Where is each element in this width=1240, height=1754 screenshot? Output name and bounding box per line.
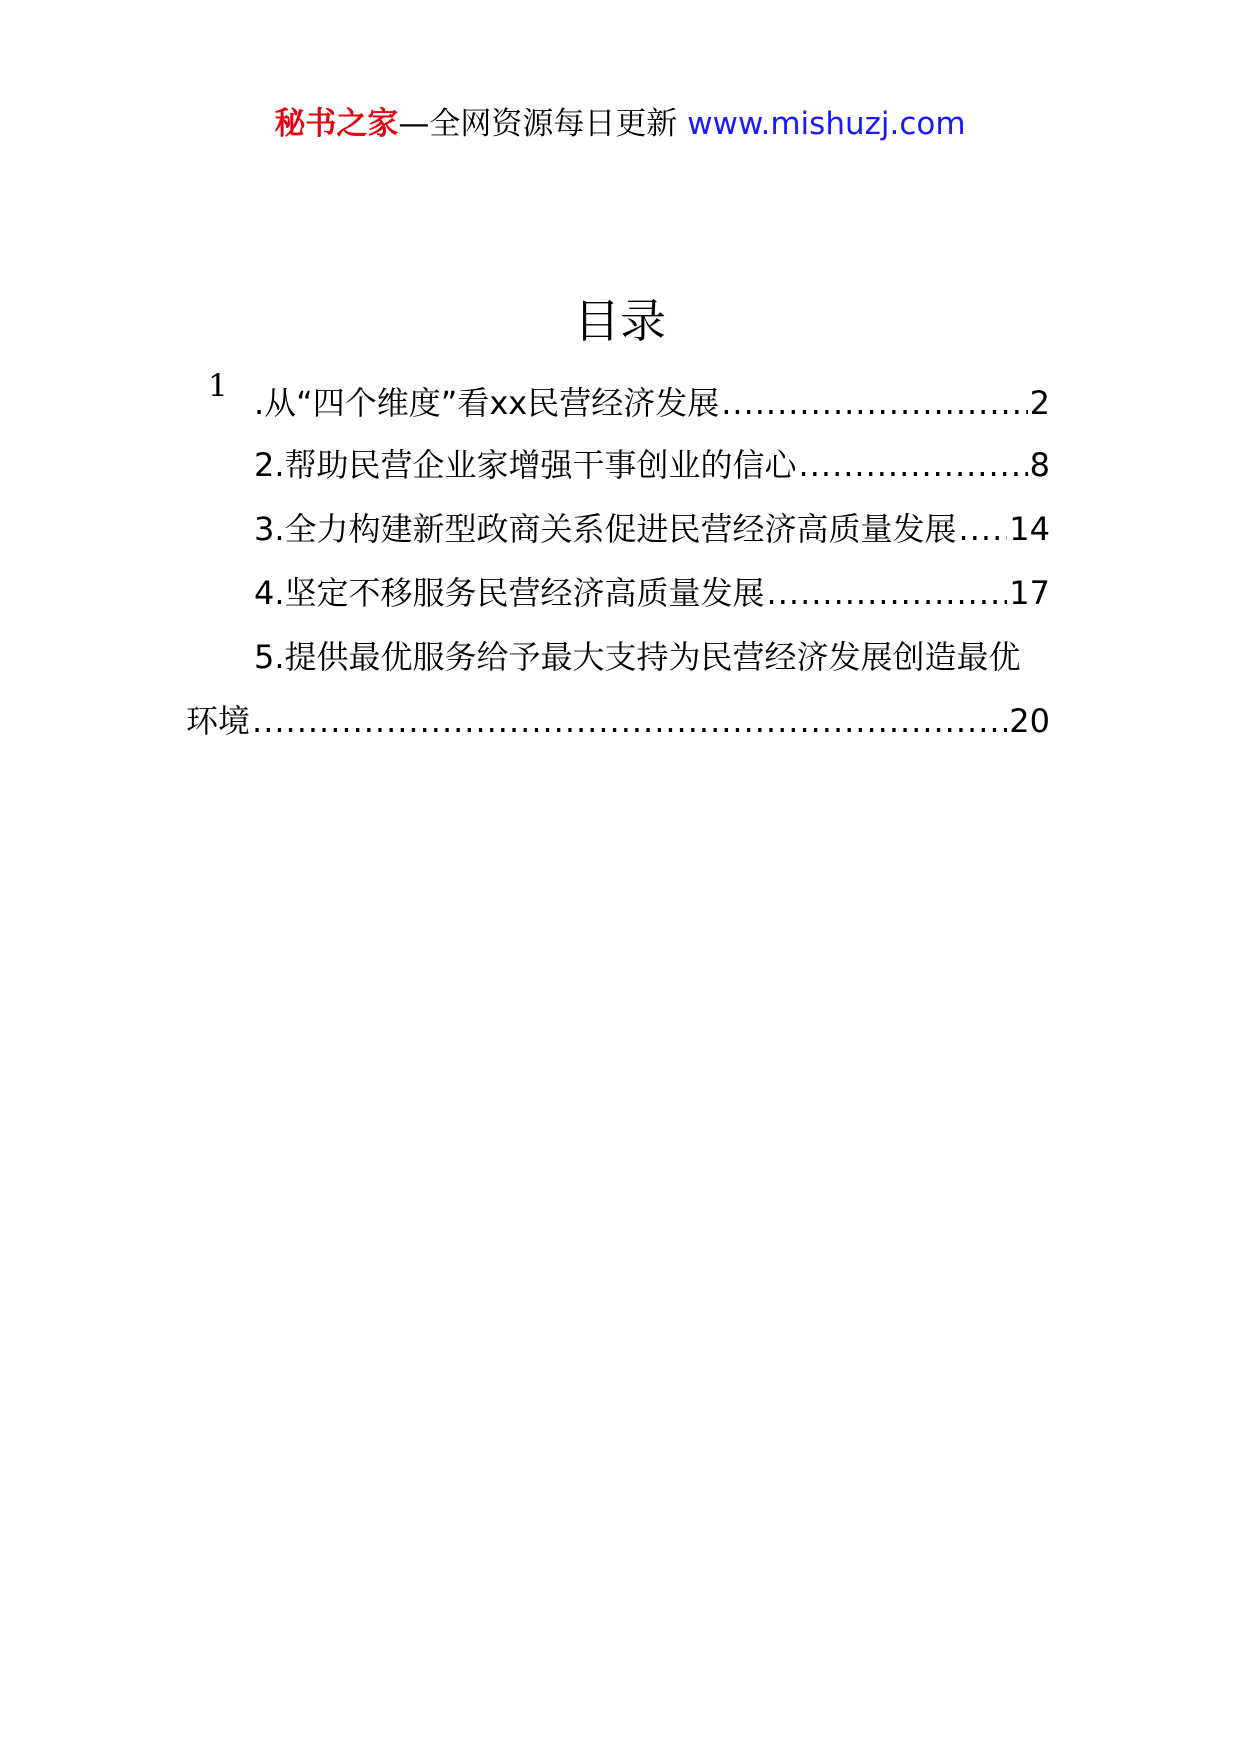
toc-page-number: 20 (1009, 702, 1050, 740)
toc-entry-text: 4.坚定不移服务民营经济高质量发展 (254, 574, 765, 612)
toc-entry-text: 2.帮助民营企业家增强干事创业的信心 (254, 446, 797, 484)
brand-name: 秘书之家 (274, 106, 399, 142)
toc-dot-leader (721, 380, 1027, 426)
toc-page-number: 2 (1029, 384, 1050, 422)
toc-entry-2[interactable] (254, 442, 1050, 488)
toc-entry-4[interactable] (254, 570, 1050, 616)
toc-dot-leader (767, 570, 1008, 616)
list-number-marker: 1 (208, 368, 228, 404)
toc-entry-3[interactable] (254, 506, 1050, 552)
toc-entry-5[interactable] (254, 634, 1050, 680)
toc-dot-leader (959, 506, 1008, 552)
toc-entry-text: 3.全力构建新型政商关系促进民营经济高质量发展 (254, 510, 957, 548)
toc-dot-leader (799, 442, 1028, 488)
toc-page-number: 14 (1009, 510, 1050, 548)
toc-entry-text: 环境 (186, 702, 251, 740)
toc-entry-text: .从“四个维度”看xx民营经济发展 (254, 384, 720, 422)
toc-entry-1[interactable] (254, 380, 1050, 426)
site-header (0, 102, 1240, 146)
toc-entry-5-continuation[interactable] (186, 698, 1050, 744)
header-slogan: —全网资源每日更新 (398, 106, 678, 142)
toc-entry-text: 5.提供最优服务给予最大支持为民营经济发展创造最优 (254, 638, 1021, 676)
toc-page-number: 8 (1029, 446, 1050, 484)
page-title: 目录 (574, 294, 666, 348)
toc-dot-leader (252, 698, 1007, 744)
site-url-link[interactable]: www.mishuzj.com (687, 106, 966, 142)
toc-page-number: 17 (1009, 574, 1050, 612)
